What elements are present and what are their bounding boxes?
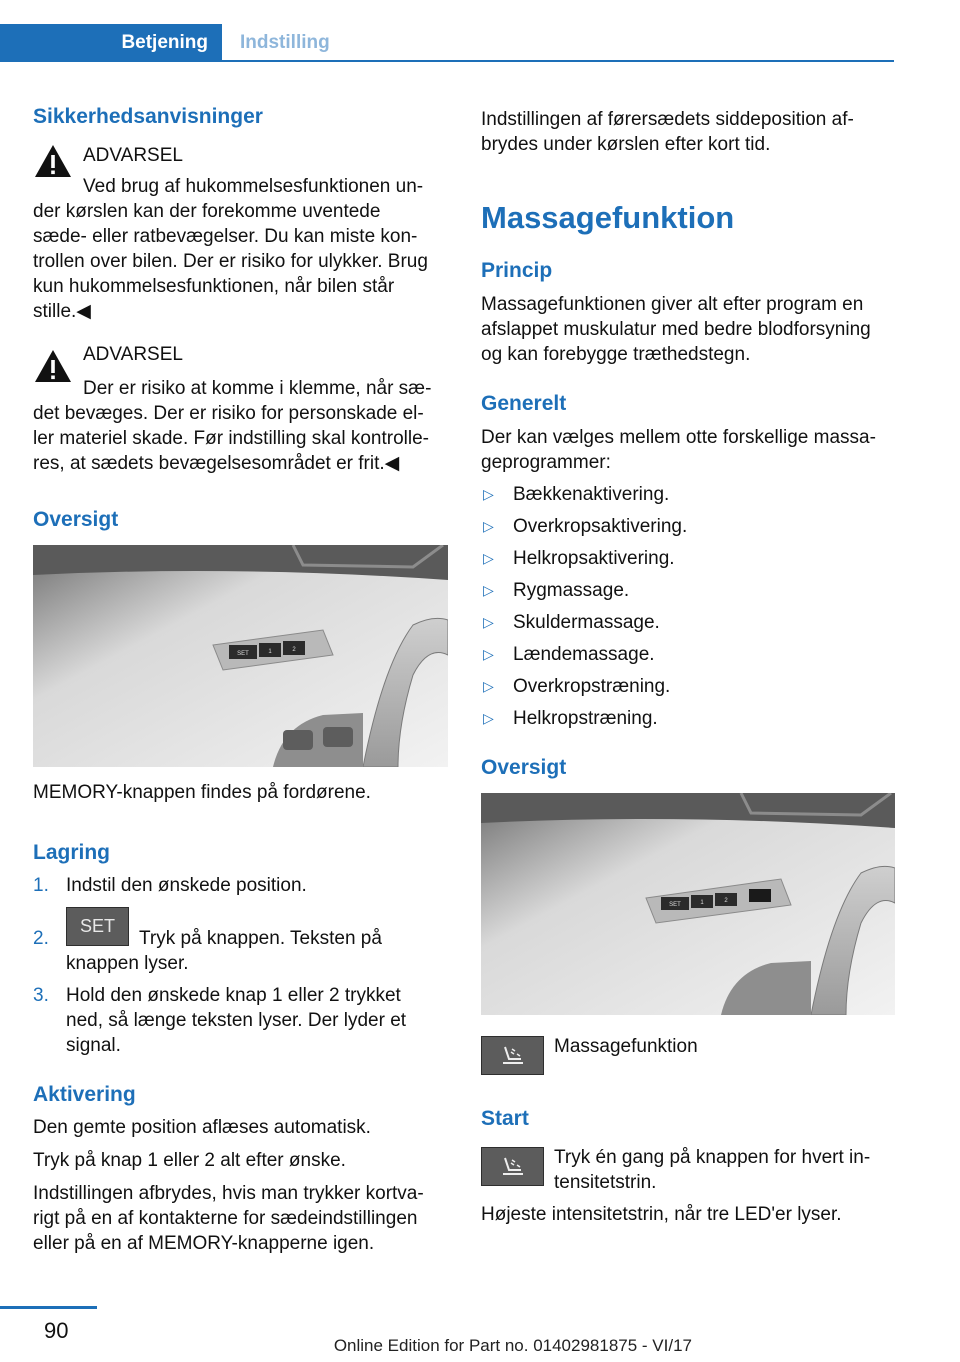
activation-heading: Aktivering: [33, 1083, 136, 1106]
step-text: knappen lyser.: [66, 953, 189, 974]
bullet-icon: ▷: [483, 550, 494, 566]
step-number: 1.: [33, 875, 49, 896]
bullet-icon: ▷: [483, 710, 494, 726]
activation-text: Tryk på knap 1 eller 2 alt efter ønske.: [33, 1150, 346, 1171]
warning1-line: der kørslen kan der forekomme uventede: [33, 201, 381, 222]
warning1-title: ADVARSEL: [83, 145, 183, 166]
start-text: tensitetstrin.: [554, 1172, 657, 1193]
set-button-label: SET: [79, 916, 115, 936]
step-text: ned, så længe teksten lyser. Der lyder et: [66, 1010, 407, 1031]
warning2-line: det bevæges. Der er risiko for personskade el-: [33, 403, 424, 424]
warning1-line: sæde- eller ratbevægelser. Du kan miste kon-: [33, 226, 418, 247]
principle-text: Massagefunktionen giver alt efter program en: [481, 294, 864, 315]
bullet-icon: ▷: [483, 518, 494, 534]
program-item: Overkropstræning.: [513, 676, 671, 697]
intro-text: Indstillingen af førersædets siddeposition af-: [481, 109, 854, 130]
page-number: 90: [44, 1318, 69, 1343]
start-heading: Start: [481, 1107, 529, 1130]
photo-set-label: SET: [669, 902, 681, 908]
program-item: Helkropsaktivering.: [513, 548, 675, 569]
start-text: Tryk én gang på knappen for hvert in-: [554, 1147, 871, 1168]
safety-heading: Sikkerhedsanvisninger: [33, 105, 263, 128]
overview-heading-right: Oversigt: [481, 756, 567, 779]
warning2-line: Der er risiko at komme i klemme, når sæ-: [83, 378, 432, 399]
photo-button-label: 2: [292, 647, 296, 653]
program-item: Skuldermassage.: [513, 612, 660, 633]
door-panel-massage-photo: [481, 793, 895, 1015]
step-number: 3.: [33, 985, 49, 1006]
massage-icon-label: Massagefunktion: [554, 1036, 698, 1057]
warning1-line: stille.◀: [33, 301, 91, 322]
massage-button-image: [481, 1147, 544, 1186]
principle-text: og kan forebygge træthedstegn.: [481, 344, 751, 365]
intro-text: brydes under kørslen efter kort tid.: [481, 134, 771, 155]
storage-heading: Lagring: [33, 841, 110, 864]
photo-button-label: 2: [724, 898, 728, 904]
bullet-icon: ▷: [483, 614, 494, 630]
warning2-line: res, at sædets bevægelsesområdet er frit.◀: [33, 453, 400, 474]
bullet-icon: ▷: [483, 646, 494, 662]
bullet-icon: ▷: [483, 678, 494, 694]
principle-text: afslappet muskulatur med bedre blodforsyning: [481, 319, 871, 340]
step-text: Hold den ønskede knap 1 eller 2 trykket: [66, 985, 401, 1006]
tab-indstilling: [240, 24, 330, 62]
bullet-icon: ▷: [483, 486, 494, 502]
memory-caption: MEMORY-knappen findes på fordørene.: [33, 782, 371, 803]
step-number: 2.: [33, 928, 49, 949]
tab-indstilling-label: Indstilling: [240, 32, 330, 53]
overview-heading: Oversigt: [33, 508, 119, 531]
set-button-image: [66, 907, 129, 946]
program-item: Bækkenaktivering.: [513, 484, 670, 505]
warning1-line: trollen over bilen. Der er risiko for ulykker. Brug: [33, 251, 428, 272]
tab-betjening-label: Betjening: [121, 32, 208, 53]
step-text: signal.: [66, 1035, 121, 1056]
footer-rule: [0, 1306, 97, 1309]
activation-text: rigt på en af kontakterne for sædeindstillingen: [33, 1208, 418, 1229]
warning2-line: ler materiel skade. Før indstilling skal kontrolle-: [33, 428, 429, 449]
header-rule: [222, 60, 894, 62]
tab-betjening: [0, 24, 222, 62]
program-item: Overkropsaktivering.: [513, 516, 688, 537]
program-item: Rygmassage.: [513, 580, 630, 601]
photo-set-label: SET: [237, 651, 249, 657]
step-text: Indstil den ønskede position.: [66, 875, 307, 896]
general-text: geprogrammer:: [481, 452, 611, 473]
activation-text: eller på en af MEMORY-knapperne igen.: [33, 1233, 375, 1254]
warning-icon: [33, 143, 73, 179]
max-level-text: Højeste intensitetstrin, når tre LED'er lyser.: [481, 1204, 842, 1225]
photo-button-label: 1: [700, 900, 704, 906]
warning1-line: kun hukommelsesfunktionen, når bilen står: [33, 276, 395, 297]
principle-heading: Princip: [481, 259, 553, 282]
photo-button-label: 1: [268, 649, 272, 655]
warning2-title: ADVARSEL: [83, 344, 183, 365]
massage-heading: Massagefunktion: [481, 200, 735, 235]
step-text: Tryk på knappen. Teksten på: [139, 928, 382, 949]
massage-seat-icon: [499, 1045, 527, 1067]
activation-text: Den gemte position aflæses automatisk.: [33, 1117, 371, 1138]
bullet-icon: ▷: [483, 582, 494, 598]
general-text: Der kan vælges mellem otte forskellige massa-: [481, 427, 876, 448]
warning-icon: [33, 348, 73, 384]
warning1-line: Ved brug af hukommelsesfunktionen un-: [83, 176, 424, 197]
edition-text: Online Edition for Part no. 01402981875 - VI/17: [333, 1336, 692, 1355]
activation-text: Indstillingen afbrydes, hvis man trykker kortva-: [33, 1183, 424, 1204]
program-item: Lændemassage.: [513, 644, 655, 665]
massage-seat-icon: [499, 1156, 527, 1178]
massage-button-image: [481, 1036, 544, 1075]
general-heading: Generelt: [481, 392, 567, 415]
door-panel-photo: [33, 545, 448, 767]
program-item: Helkropstræning.: [513, 708, 658, 729]
